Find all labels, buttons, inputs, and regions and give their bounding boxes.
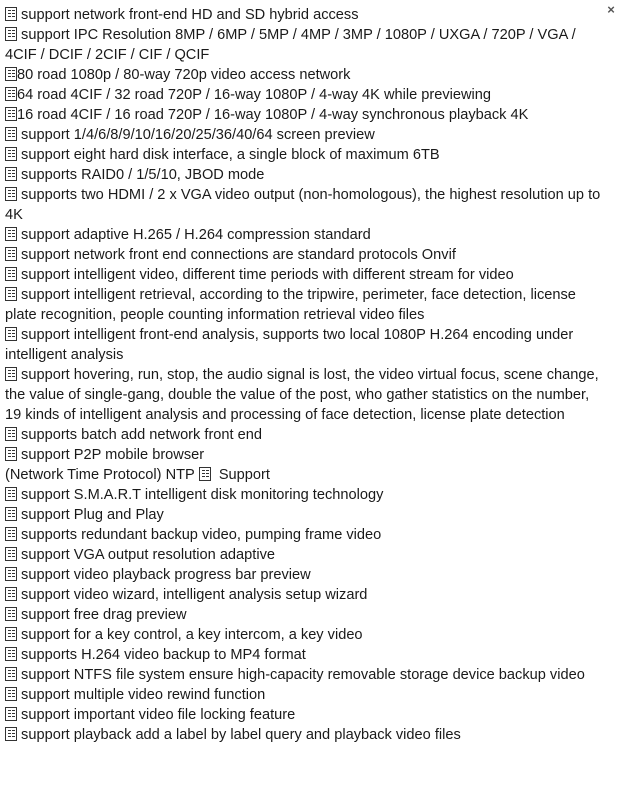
missing-glyph-icon	[5, 607, 17, 621]
missing-glyph-icon	[5, 727, 17, 741]
missing-glyph-icon	[5, 167, 17, 181]
close-icon[interactable]: ×	[607, 2, 615, 17]
missing-glyph-icon	[5, 27, 17, 41]
list-item	[5, 365, 608, 425]
missing-glyph-icon	[5, 327, 17, 341]
missing-glyph-icon	[5, 227, 17, 241]
missing-glyph-icon	[5, 527, 17, 541]
list-item	[5, 185, 608, 225]
missing-glyph-icon	[5, 707, 17, 721]
list-item-text: support S.M.A.R.T intelligent disk monitoring technology	[17, 487, 384, 503]
list-item	[5, 685, 608, 705]
list-item-text: support network front-end HD and SD hybrid access	[17, 7, 359, 23]
list-item	[5, 65, 608, 85]
missing-glyph-icon	[5, 367, 17, 381]
missing-glyph-icon	[5, 247, 17, 261]
list-item	[5, 465, 608, 485]
list-item-text: support eight hard disk interface, a single block of maximum 6TB	[17, 147, 440, 163]
missing-glyph-icon	[5, 87, 17, 101]
list-item	[5, 545, 608, 565]
list-item	[5, 585, 608, 605]
list-item-text: Support	[214, 467, 270, 483]
list-item-text: supports batch add network front end	[17, 427, 263, 443]
missing-glyph-icon	[5, 67, 17, 81]
list-item-text: support video wizard, intelligent analysis setup wizard	[17, 587, 368, 603]
missing-glyph-icon	[5, 147, 17, 161]
missing-glyph-icon	[5, 267, 17, 281]
missing-glyph-icon	[5, 587, 17, 601]
list-item-text: support playback add a label by label query and playback video files	[17, 727, 461, 743]
list-item-text: 80 road 1080p / 80-way 720p video access network	[17, 67, 351, 83]
list-item-text: support Plug and Play	[17, 507, 164, 523]
list-item	[5, 85, 608, 105]
list-item-text: support intelligent retrieval, according to the tripwire, perimeter, face detection, license plate recognition, people counting information retrieval video files	[5, 287, 576, 323]
missing-glyph-icon	[5, 507, 17, 521]
list-item-text: support important video file locking feature	[17, 707, 296, 723]
missing-glyph-icon	[5, 107, 17, 121]
list-item-text: support video playback progress bar preview	[17, 567, 311, 583]
list-item	[5, 225, 608, 245]
list-item	[5, 625, 608, 645]
list-item-text: support network front end connections are standard protocols Onvif	[17, 247, 456, 263]
list-item	[5, 645, 608, 665]
missing-glyph-icon	[5, 487, 17, 501]
list-item-text: support for a key control, a key intercom, a key video	[17, 627, 363, 643]
list-item	[5, 125, 608, 145]
missing-glyph-icon	[5, 127, 17, 141]
list-item-text: support VGA output resolution adaptive	[17, 547, 275, 563]
list-item-text: 64 road 4CIF / 32 road 720P / 16-way 1080P / 4-way 4K while previewing	[17, 87, 492, 103]
list-item	[5, 265, 608, 285]
list-item-text: supports redundant backup video, pumping frame video	[17, 527, 382, 543]
list-item	[5, 505, 608, 525]
missing-glyph-icon	[5, 687, 17, 701]
missing-glyph-icon	[5, 447, 17, 461]
missing-glyph-icon	[5, 287, 17, 301]
list-item-text: support adaptive H.265 / H.264 compression standard	[17, 227, 371, 243]
list-item	[5, 665, 608, 685]
list-item	[5, 725, 608, 745]
list-item-text: support intelligent front-end analysis, supports two local 1080P H.264 encoding under intelligent analysis	[5, 327, 574, 363]
list-item	[5, 605, 608, 625]
missing-glyph-icon	[5, 627, 17, 641]
list-item-text: support free drag preview	[17, 607, 187, 623]
list-item	[5, 245, 608, 265]
missing-glyph-icon	[5, 427, 17, 441]
list-item	[5, 425, 608, 445]
list-item	[5, 25, 608, 65]
feature-list	[5, 5, 608, 745]
list-item	[5, 525, 608, 545]
list-item	[5, 145, 608, 165]
list-item	[5, 445, 608, 465]
list-item-text: support NTFS file system ensure high-capacity removable storage device backup video	[17, 667, 585, 683]
list-item-text: support 1/4/6/8/9/10/16/20/25/36/40/64 screen preview	[17, 127, 375, 143]
list-item	[5, 565, 608, 585]
list-item-prefix: (Network Time Protocol) NTP	[5, 467, 195, 483]
list-item	[5, 485, 608, 505]
list-item	[5, 705, 608, 725]
list-item-text: supports two HDMI / 2 x VGA video output (non-homologous), the highest resolution up to 4K	[5, 187, 601, 223]
list-item-text: support IPC Resolution 8MP / 6MP / 5MP / 4MP / 3MP / 1080P / UXGA / 720P / VGA / 4CIF / DCIF / 2CIF / CIF / QCIF	[5, 27, 576, 63]
missing-glyph-icon	[5, 567, 17, 581]
list-item-text: supports H.264 video backup to MP4 format	[17, 647, 306, 663]
list-item	[5, 105, 608, 125]
missing-glyph-icon	[5, 667, 17, 681]
list-item-text: support multiple video rewind function	[17, 687, 266, 703]
list-item-text: support hovering, run, stop, the audio signal is lost, the video virtual focus, scene change, the value of single-gang, double the value of the post, who gather statistics on the number, 19 kinds of intelligent analysis and processing of face detection, license plate detection	[5, 367, 599, 423]
list-item	[5, 325, 608, 365]
list-item-text: supports RAID0 / 1/5/10, JBOD mode	[17, 167, 265, 183]
list-item-text: support P2P mobile browser	[17, 447, 205, 463]
missing-glyph-icon	[5, 647, 17, 661]
list-item	[5, 5, 608, 25]
missing-glyph-icon	[5, 187, 17, 201]
missing-glyph-icon	[5, 547, 17, 561]
list-item-text: 16 road 4CIF / 16 road 720P / 16-way 1080P / 4-way synchronous playback 4K	[17, 107, 529, 123]
missing-glyph-icon	[199, 467, 211, 481]
list-item	[5, 165, 608, 185]
list-item	[5, 285, 608, 325]
list-item-text: support intelligent video, different time periods with different stream for video	[17, 267, 514, 283]
missing-glyph-icon	[5, 7, 17, 21]
